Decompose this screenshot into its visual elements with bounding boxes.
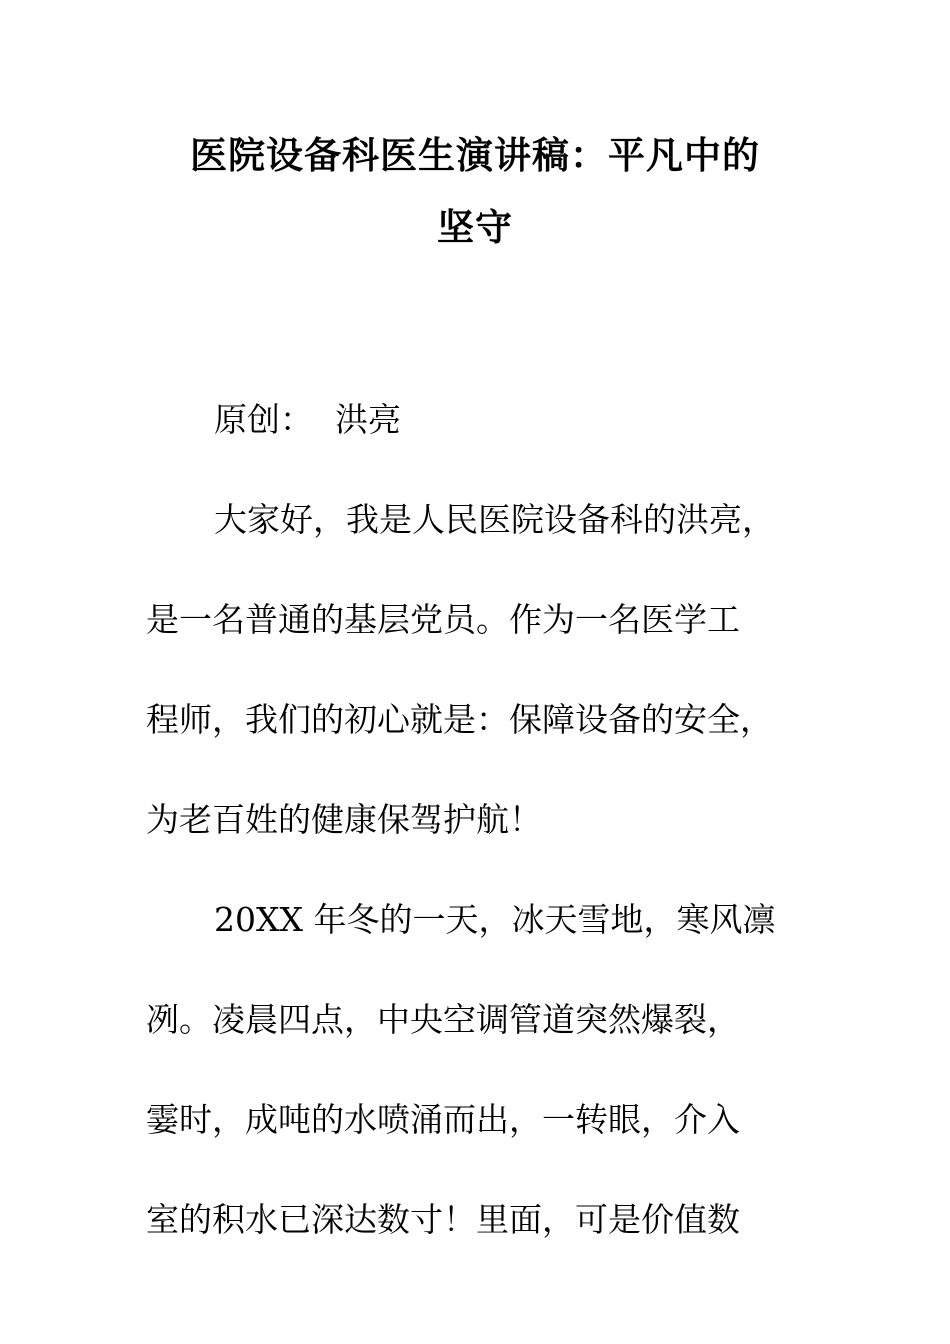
author-label: 原创： (214, 400, 313, 439)
document-title (150, 120, 800, 264)
paragraph-line: 程师，我们的初心就是：保障设备的安全， (146, 700, 773, 739)
author-line (146, 370, 796, 470)
title-line: 坚守 (437, 206, 513, 249)
paragraph-line: 霎时，成吨的水喷涌而出，一转眼，介入 (146, 1100, 740, 1139)
title-line: 医院设备科医生演讲稿：平凡中的 (190, 134, 760, 177)
paragraph-line: 是一名普通的基层党员。作为一名医学工 (146, 600, 740, 639)
author-name: 洪亮 (335, 400, 401, 439)
paragraph-line: 为老百姓的健康保驾护航！ (146, 800, 542, 839)
document-body (146, 370, 796, 1270)
paragraph-line: 大家好，我是人民医院设备科的洪亮， (214, 500, 775, 539)
paragraph-line: 20XX 年冬的一天，冰天雪地，寒风凛 (214, 900, 776, 939)
paragraph-line: 室的积水已深达数寸！里面，可是价值数 (146, 1200, 740, 1239)
paragraph-line: 冽。凌晨四点，中央空调管道突然爆裂， (146, 1000, 740, 1039)
